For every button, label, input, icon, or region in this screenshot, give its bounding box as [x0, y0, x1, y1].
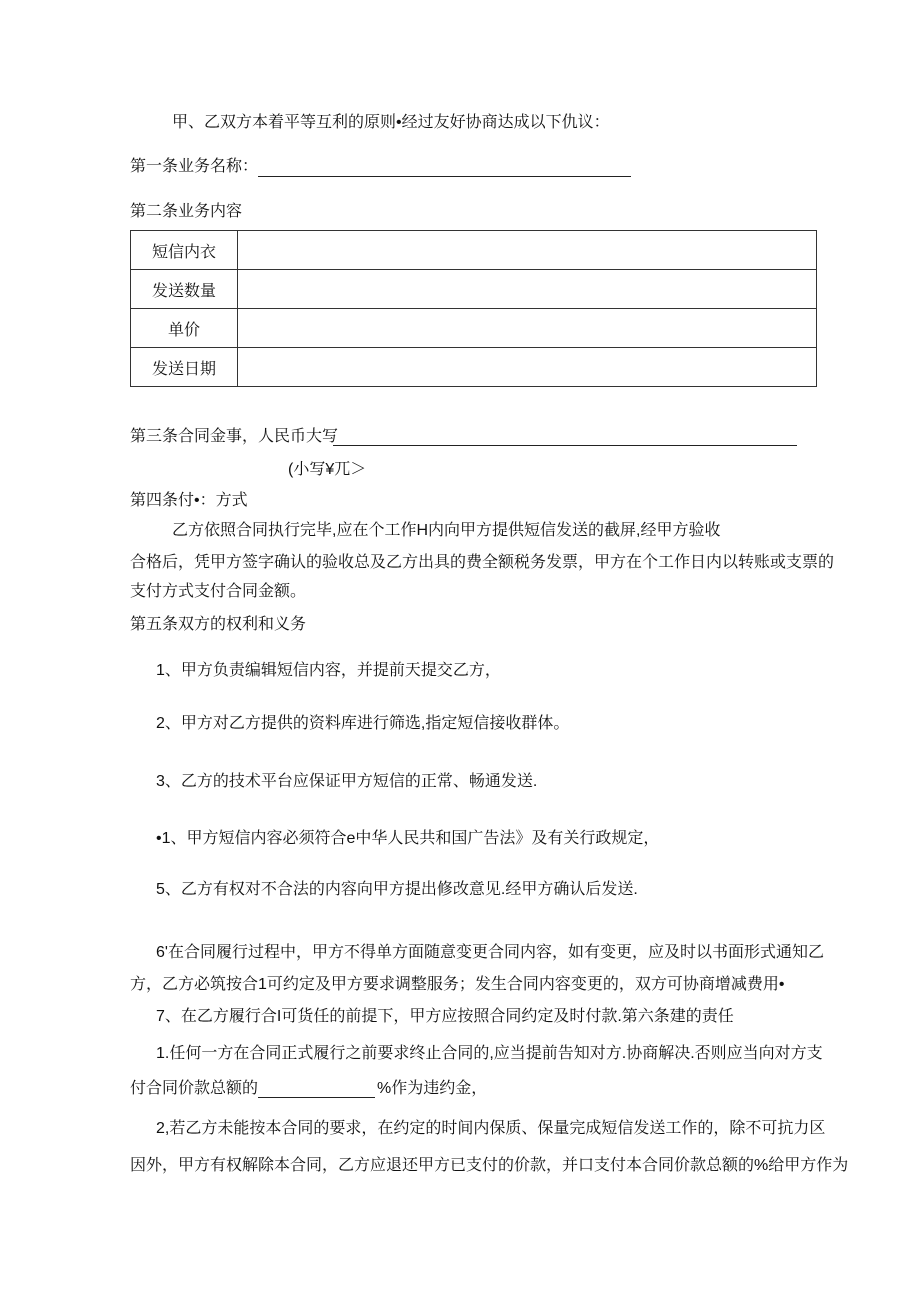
list-item: 5、乙方有权对不合法的内容向甲方提出修改意见.经甲方确认后发送. [156, 881, 638, 898]
row-label: 单价 [131, 309, 238, 348]
article-4-paragraph-line: 支付方式支付合同金额。 [130, 583, 307, 600]
article-6-clause-1-suffix: %作为违约金， [377, 1080, 488, 1097]
article-4-heading: 第四条付•：方式 [130, 492, 248, 509]
row-label: 短信内衣 [131, 231, 238, 270]
list-item-7: 7、在乙方履行合I可货任的前提下，甲方应按照合同约定及时付款.第六条建的责任 [156, 1008, 734, 1025]
list-item: 2、甲方对乙方提供的资料库进行筛选,指定短信接收群体。 [156, 715, 570, 732]
table-row [131, 231, 817, 270]
article-1-label: 第一条业务名称： [130, 158, 259, 175]
article-6-clause-2-line: 2,若乙方未能按本合同的要求，在约定的时间内保质、保量完成短信发送工作的，除不可抗力区 [156, 1120, 826, 1137]
amount-words-blank [333, 445, 797, 446]
row-label: 发送日期 [131, 348, 238, 387]
business-content-table [130, 230, 817, 387]
business-name-blank [258, 176, 631, 177]
article-6-clause-2-line: 因外，甲方有权解除本合同，乙方应退还甲方已支付的价款，并口支付本合同价款总额的%给甲方作为 [130, 1157, 849, 1174]
list-item-6-line: 6'在合同履行过程中，甲方不得单方面随意变更合同内容，如有变更，应及时以书面形式通知乙 [156, 944, 824, 961]
row-value [238, 231, 817, 270]
row-value [238, 348, 817, 387]
article-6-clause-1-line: 付合同价款总额的 [130, 1080, 259, 1097]
amount-figures: (小写¥兀＞ [288, 461, 367, 478]
article-4-paragraph-line: 合格后，凭甲方签字确认的验收总及乙方出具的费全额税务发票，甲方在个工作日内以转账或支票的 [130, 554, 835, 571]
penalty-percent-blank [258, 1097, 375, 1098]
row-label: 发送数量 [131, 270, 238, 309]
table-row [131, 270, 817, 309]
table-row [131, 348, 817, 387]
article-4-paragraph-line: 乙方依照合同执行完毕,应在个工作H内向甲方提供短信发送的截屏,经甲方验收 [172, 522, 721, 539]
row-value [238, 309, 817, 348]
article-2-heading: 第二条业务内容 [130, 203, 243, 220]
list-item-6-line: 方，乙方必筑按合1可约定及甲方要求调整服务；发生合同内容变更的，双方可协商增减费用• [130, 976, 785, 993]
article-3-label: 第三条合同金事，人民币大写 [130, 428, 339, 445]
list-item: 3、乙方的技术平台应保证甲方短信的正常、畅通发送. [156, 773, 538, 790]
intro-text: 甲、乙双方本着平等互利的原则•经过友好协商达成以下仇议： [172, 114, 610, 131]
article-5-heading: 第五条双方的权利和义务 [130, 616, 307, 633]
list-item: 1、甲方负责编辑短信内容，并提前天提交乙方， [156, 662, 501, 679]
article-6-clause-1-line: 1.任何一方在合同正式履行之前要求终止合同的,应当提前告知对方.协商解决.否则应当向对方支 [156, 1045, 823, 1062]
table-row [131, 309, 817, 348]
list-item: •1、甲方短信内容必须符合e中华人民共和国广告法》及有关行政规定， [156, 830, 660, 847]
row-value [238, 270, 817, 309]
